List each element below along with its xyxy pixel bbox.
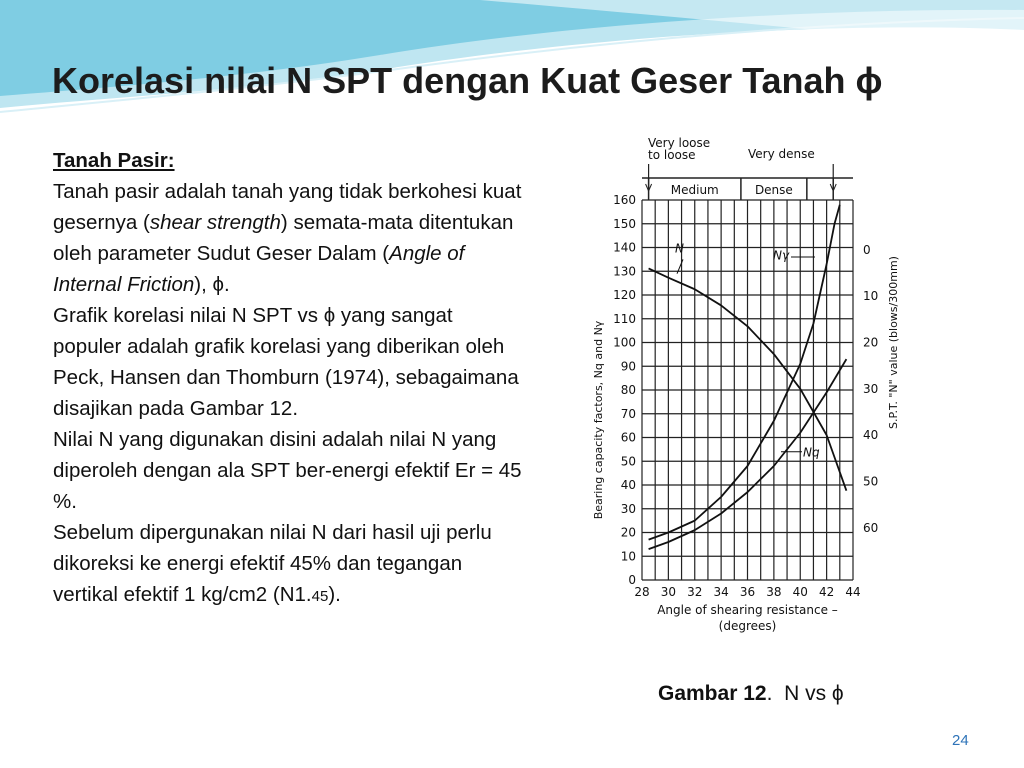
left-tick-label: 130 [613,264,636,279]
caption-separator: . [766,682,773,705]
left-tick-label: 20 [620,525,636,540]
density-label-dense: Dense [754,183,793,197]
definition-part: ) semata-mata ditentukan oleh parameter Sudut Geser Dalam ( [53,211,514,265]
x-tick-label: 32 [687,585,703,599]
left-tick-label: 30 [620,501,636,516]
left-tick-label: 120 [613,288,636,302]
x-tick-label: 36 [739,585,756,599]
x-axis-label-line2: (degrees) [718,619,777,633]
definition-part: Tanah pasir adalah tanah yang tidak berkohesi kuat gesernya ( [53,180,522,234]
left-tick-label: 90 [620,359,636,374]
x-tick-label: 34 [713,585,729,599]
left-tick-label: 100 [613,335,636,350]
slide-title: Korelasi nilai N SPT dengan Kuat Geser Tanah ϕ [52,60,883,101]
left-tick-label: 160 [613,193,636,207]
right-tick-label: 60 [863,520,879,535]
x-tick-label: 44 [845,585,861,599]
left-tick-label: 0 [628,573,636,587]
caption-text: N vs ϕ [784,682,844,705]
left-tick-label: 110 [613,311,636,326]
curve-label-n: N [675,241,684,256]
body-text [53,145,523,612]
x-tick-label: 38 [766,585,782,599]
slide-number: 24 [952,732,969,749]
right-tick-label: 10 [863,289,879,304]
x-tick-label: 42 [818,585,835,599]
right-tick-label: 0 [863,242,871,257]
right-tick-label: 50 [863,474,879,489]
left-tick-label: 70 [620,406,636,421]
paragraph-correlation: Grafik korelasi nilai N SPT vs ϕ yang sangat populer adalah grafik korelasi yang diberikan oleh Peck, Hansen dan Thomburn (1974), sebagaimana disajikan pada Gambar 12. [53,304,519,420]
right-tick-label: 20 [863,335,879,350]
paragraph-definition [53,176,523,300]
density-label-medium: Medium [670,183,719,197]
density-label-very-loose: Very loose [648,136,711,150]
right-tick-label: 40 [863,428,879,443]
left-tick-label: 50 [620,454,636,469]
paragraph-energy: Nilai N yang digunakan disini adalah nilai N yang diperoleh dengan ala SPT ber-energi efektif Er = 45 %. [53,428,522,513]
correction-text: Sebelum dipergunakan nilai N dari hasil uji perlu dikoreksi ke energi efektif 45% dan tegangan vertikal efektif 1 kg/cm2 (N1. [53,521,492,606]
left-tick-label: 10 [620,549,636,564]
density-label-very-dense: Very dense [748,147,815,161]
caption-label: Gambar 12 [658,682,767,705]
curve-label-nq: Nq [803,445,820,460]
definition-part: ), ϕ. [194,273,230,296]
section-heading: Tanah Pasir: [53,149,175,172]
right-tick-label: 30 [863,381,879,396]
left-tick-label: 150 [613,216,636,231]
left-tick-label: 60 [620,430,636,445]
x-axis-label-line1: Angle of shearing resistance – [657,603,838,617]
figure-caption [658,682,844,706]
density-label-to-loose: to loose [648,148,696,162]
chart-n-vs-phi [545,128,947,658]
definition-part-italic: shear strength [149,211,281,234]
left-tick-label: 140 [613,240,636,255]
x-tick-label: 30 [660,585,677,599]
correction-end: ). [328,583,341,606]
x-tick-label: 28 [634,585,650,599]
left-tick-label: 80 [620,383,636,397]
curve-label-ngamma: Nγ [773,248,790,263]
right-axis-label: S.P.T. "N" value (blows/300mm) [887,256,900,429]
correction-subscript: 45 [311,588,329,605]
left-tick-label: 40 [620,478,636,492]
definition-part-italic: Angle of Internal Friction [53,242,465,296]
paragraph-correction [53,517,523,612]
left-axis-label: Bearing capacity factors, Nq and Nγ [592,320,605,520]
x-tick-label: 40 [792,585,808,599]
chart-panel [545,128,947,658]
